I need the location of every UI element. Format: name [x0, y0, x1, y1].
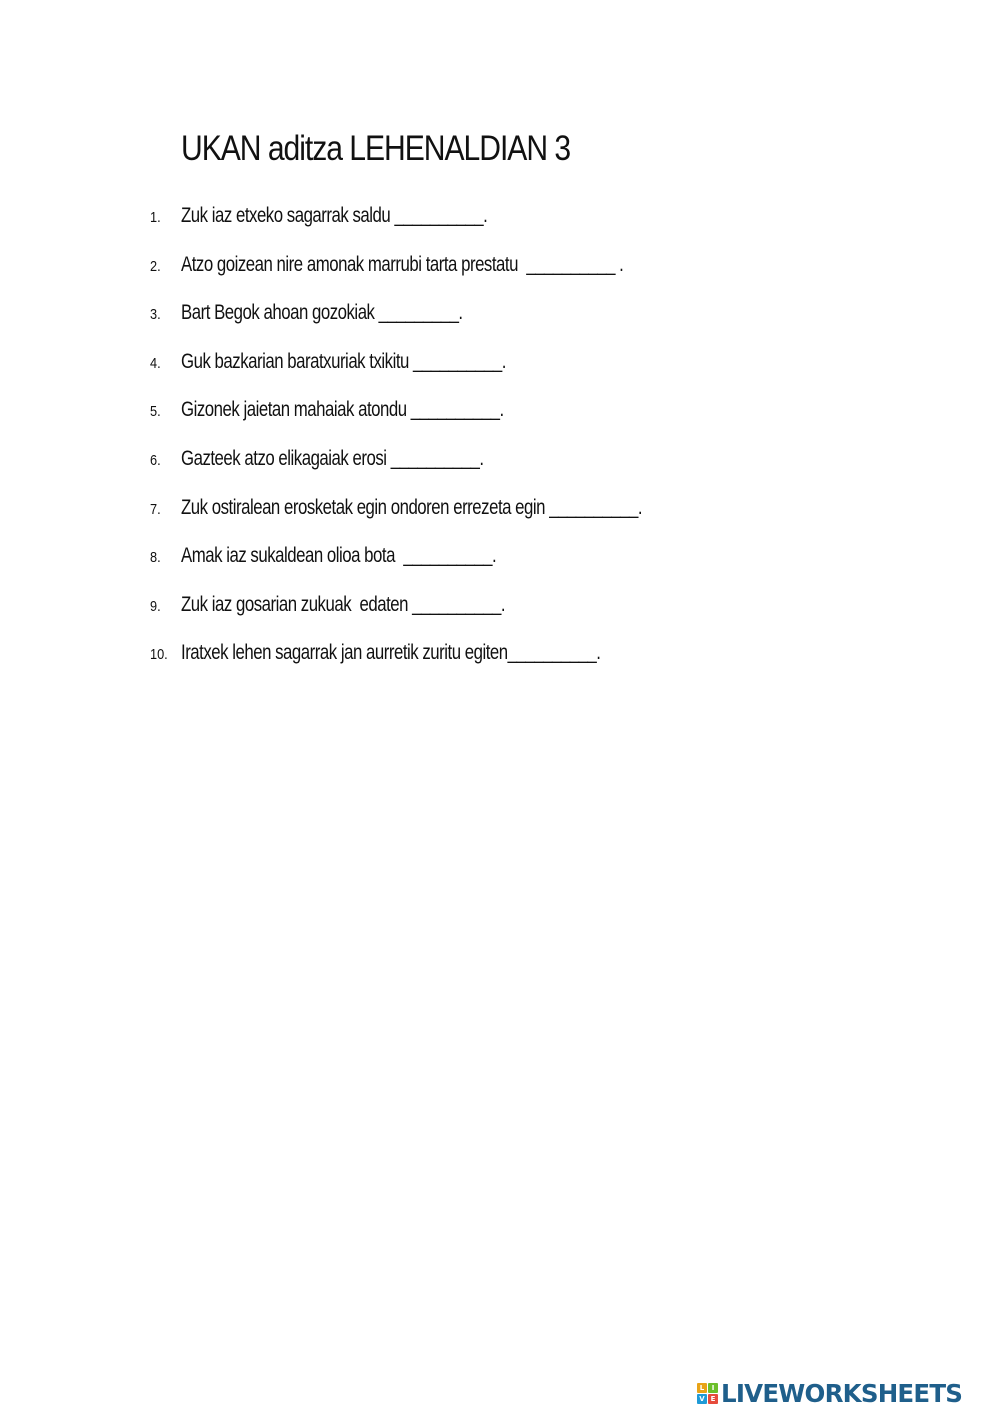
question-number: 10.: [150, 646, 168, 664]
question-number: 2.: [150, 257, 161, 275]
question-text: Zuk iaz gosarian zukuak edaten __________.: [181, 592, 506, 616]
question-text: Iratxek lehen sagarrak jan aurretik zuritu egiten__________.: [181, 641, 601, 665]
question-number: 3.: [150, 306, 161, 324]
logo-mark-tile: V: [697, 1394, 707, 1404]
logo-text: LIVEWORKSHEETS: [721, 1378, 963, 1408]
question-number: 9.: [150, 597, 161, 615]
question-text: Amak iaz sukaldean olioa bota __________.: [181, 544, 497, 568]
logo-mark-tile: E: [708, 1394, 718, 1404]
question-number: 8.: [150, 549, 161, 567]
question-text: Zuk ostiralean erosketak egin ondoren errezeta egin __________.: [181, 495, 643, 519]
question-text: Gazteek atzo elikagaiak erosi __________.: [181, 446, 484, 470]
question-number: 1.: [150, 209, 161, 226]
question-number: 5.: [150, 403, 161, 421]
question-number: 7.: [150, 500, 161, 518]
question-number: 4.: [150, 354, 161, 372]
question-text: Bart Begok ahoan gozokiak _________.: [181, 301, 463, 325]
worksheet-title: UKAN aditza LEHENALDIAN 3: [181, 129, 571, 168]
question-text: Atzo goizean nire amonak marrubi tarta prestatu __________ .: [181, 252, 624, 276]
liveworksheets-logo: [697, 1376, 967, 1410]
logo-mark-tile: I: [708, 1383, 718, 1393]
liveworksheets-logo-icon: [697, 1383, 718, 1404]
logo-mark-tile: L: [697, 1383, 707, 1393]
question-text: Zuk iaz etxeko sagarrak saldu __________.: [181, 204, 488, 227]
question-number: 6.: [150, 451, 161, 469]
question-text: Gizonek jaietan mahaiak atondu __________.: [181, 398, 504, 422]
question-text: Guk bazkarian baratxuriak txikitu __________.: [181, 349, 506, 373]
